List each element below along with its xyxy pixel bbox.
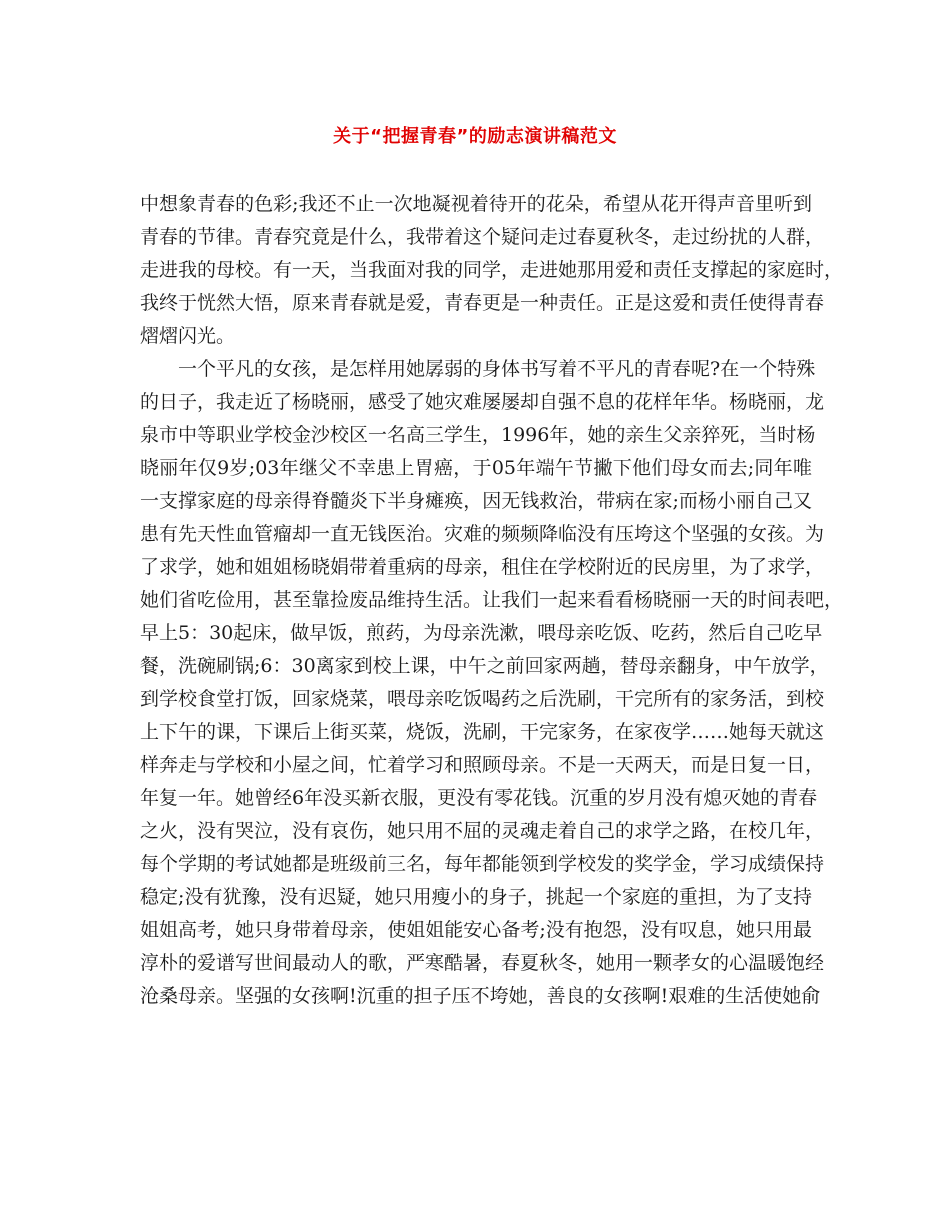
document-body: [140, 188, 844, 1013]
body-line: 中想象青春的色彩;我还不止一次地凝视着待开的花朵，希望从花开得声音里听到: [140, 193, 812, 215]
body-line: 泉市中等职业学校金沙校区一名高三学生，1996年，她的亲生父亲猝死，当时杨: [140, 424, 816, 446]
body-line: 到学校食堂打饭，回家烧菜，喂母亲吃饭喝药之后洗刷，干完所有的家务活，到校: [140, 688, 825, 710]
document-title: 关于“把握青春”的励志演讲稿范文: [333, 126, 617, 147]
body-line: 一支撑家庭的母亲得脊髓炎下半身瘫痪，因无钱救治，带病在家;而杨小丽自己又: [140, 490, 812, 512]
body-line: 熠熠闪光。: [140, 325, 236, 347]
body-line: 淳朴的爱谱写世间最动人的歌，严寒酷暑，春夏秋冬，她用一颗孝女的心温暖饱经: [140, 952, 825, 974]
body-line: 年复一年。她曾经6年没买新衣服，更没有零花钱。沉重的岁月没有熄灭她的青春: [140, 787, 818, 809]
body-line-paragraph-start: 一个平凡的女孩，是怎样用她孱弱的身体书写着不平凡的青春呢?在一个特殊: [178, 358, 816, 380]
body-line: 餐，洗碗刷锅;6：30离家到校上课，中午之前回家两趟，替母亲翻身，中午放学，: [140, 655, 829, 677]
body-line: 上下午的课，下课后上街买菜，烧饭，洗刷，干完家务，在家夜学……她每天就这: [140, 721, 825, 743]
body-line: 晓丽年仅9岁;03年继父不幸患上胃癌，于05年端午节撇下他们母女而去;同年唯: [140, 457, 812, 479]
body-line: 我终于恍然大悟，原来青春就是爱，青春更是一种责任。正是这爱和责任使得青春: [140, 292, 825, 314]
body-line: 样奔走与学校和小屋之间，忙着学习和照顾母亲。不是一天两天，而是日复一日，: [140, 754, 825, 776]
body-line: 沧桑母亲。坚强的女孩啊!沉重的担子压不垮她，善良的女孩啊!艰难的生活使她俞: [140, 985, 821, 1007]
body-line: 患有先天性血管瘤却一直无钱医治。灾难的频频降临没有压垮这个坚强的女孩。为: [140, 523, 825, 545]
body-line: 的日子，我走近了杨晓丽，感受了她灾难屡屡却自强不息的花样年华。杨晓丽，龙: [140, 391, 825, 413]
body-line: 每个学期的考试她都是班级前三名，每年都能领到学校发的奖学金，学习成绩保持: [140, 853, 825, 875]
body-line: 走进我的母校。有一天，当我面对我的同学，走进她那用爱和责任支撑起的家庭时，: [140, 259, 844, 281]
body-line: 青春的节律。青春究竟是什么，我带着这个疑问走过春夏秋冬，走过纷扰的人群，: [140, 226, 825, 248]
body-line: 之火，没有哭泣，没有哀伤，她只用不屈的灵魂走着自己的求学之路，在校几年，: [140, 820, 825, 842]
body-line: 早上5：30起床，做早饭，煎药，为母亲洗漱，喂母亲吃饭、吃药，然后自己吃早: [140, 622, 823, 644]
body-line: 稳定;没有犹豫，没有迟疑，她只用瘦小的身子，挑起一个家庭的重担，为了支持: [140, 886, 812, 908]
body-line: 姐姐高考，她只身带着母亲，使姐姐能安心备考;没有抱怨，没有叹息，她只用最: [140, 919, 812, 941]
body-line: 她们省吃俭用，甚至靠捡废品维持生活。让我们一起来看看杨晓丽一天的时间表吧，: [140, 589, 844, 611]
body-line: 了求学，她和姐姐杨晓娟带着重病的母亲，租住在学校附近的民房里，为了求学，: [140, 556, 825, 578]
